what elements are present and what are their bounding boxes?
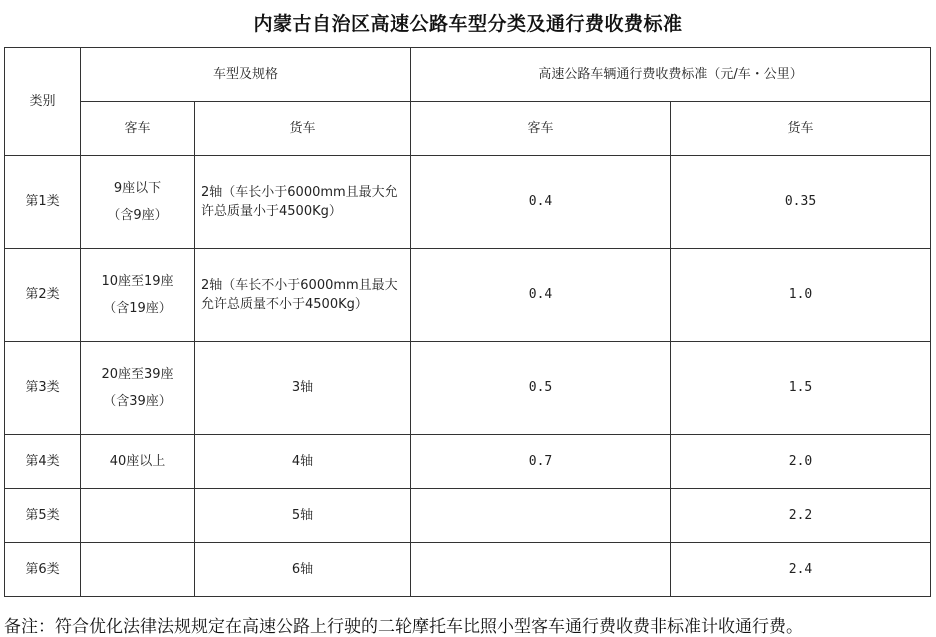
page-title: 内蒙古自治区高速公路车型分类及通行费收费标准 — [253, 13, 683, 35]
fee-passenger-cell — [411, 489, 671, 543]
truck-cell: 2轴（车长小于6000mm且最大允许总质量小于4500Kg） — [195, 156, 411, 249]
category-cell: 第3类 — [5, 342, 81, 435]
header-vehicle-spec: 车型及规格 — [81, 48, 411, 102]
truck-cell: 4轴 — [195, 435, 411, 489]
table-row — [5, 249, 931, 342]
passenger-cell — [81, 489, 195, 543]
fee-passenger-cell — [411, 543, 671, 597]
fee-truck-cell: 0.35 — [671, 156, 931, 249]
header-row-1 — [5, 48, 931, 102]
passenger-line: （含39座） — [103, 394, 172, 409]
header-truck: 货车 — [195, 102, 411, 156]
table-row — [5, 435, 931, 489]
fee-truck-cell: 2.2 — [671, 489, 931, 543]
fee-table — [4, 47, 931, 597]
passenger-cell — [81, 249, 195, 342]
passenger-cell — [81, 543, 195, 597]
category-cell: 第4类 — [5, 435, 81, 489]
table-row — [5, 342, 931, 435]
header-passenger: 客车 — [81, 102, 195, 156]
category-cell: 第6类 — [5, 543, 81, 597]
fee-truck-cell: 2.4 — [671, 543, 931, 597]
fee-truck-cell: 2.0 — [671, 435, 931, 489]
truck-cell: 2轴（车长不小于6000mm且最大允许总质量不小于4500Kg） — [195, 249, 411, 342]
fee-passenger-cell: 0.4 — [411, 249, 671, 342]
table-row — [5, 543, 931, 597]
passenger-cell — [81, 342, 195, 435]
header-fee-standard: 高速公路车辆通行费收费标准（元/车・公里） — [411, 48, 931, 102]
passenger-line: 20座至39座 — [101, 366, 174, 382]
header-fee-truck: 货车 — [671, 102, 931, 156]
fee-passenger-cell: 0.5 — [411, 342, 671, 435]
fee-passenger-cell: 0.4 — [411, 156, 671, 249]
header-category: 类别 — [5, 48, 81, 156]
truck-cell: 5轴 — [195, 489, 411, 543]
header-fee-passenger: 客车 — [411, 102, 671, 156]
passenger-cell — [81, 156, 195, 249]
fee-truck-cell: 1.0 — [671, 249, 931, 342]
fee-passenger-cell: 0.7 — [411, 435, 671, 489]
truck-cell: 6轴 — [195, 543, 411, 597]
passenger-line: 10座至19座 — [101, 273, 174, 289]
fee-truck-cell: 1.5 — [671, 342, 931, 435]
footnote: 备注：符合优化法律法规规定在高速公路上行驶的二轮摩托车比照小型客车通行费收费非标准计收通行费。 — [4, 617, 803, 637]
passenger-line: （含9座） — [107, 208, 168, 223]
passenger-line: （含19座） — [103, 301, 172, 316]
header-row-2 — [5, 102, 931, 156]
table-row — [5, 156, 931, 249]
passenger-line: 9座以下 — [113, 180, 162, 196]
category-cell: 第5类 — [5, 489, 81, 543]
category-cell: 第1类 — [5, 156, 81, 249]
category-cell: 第2类 — [5, 249, 81, 342]
table-row — [5, 489, 931, 543]
passenger-cell: 40座以上 — [81, 435, 195, 489]
truck-cell: 3轴 — [195, 342, 411, 435]
